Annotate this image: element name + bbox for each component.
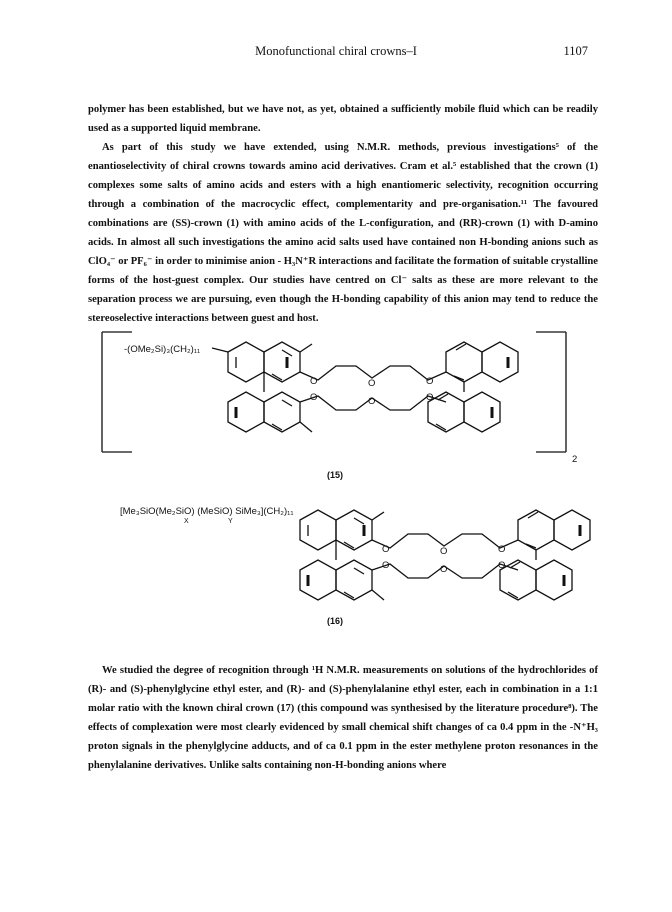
oxygen-label: O <box>498 544 506 555</box>
repeat-subscript: 2 <box>572 454 578 465</box>
running-title: Monofunctional chiral crowns–I <box>255 44 417 58</box>
oxygen-label: O <box>426 392 434 403</box>
oxygen-label: O <box>440 564 448 575</box>
oxygen-label: O <box>368 396 376 407</box>
oxygen-label: O <box>426 376 434 387</box>
oxygen-label: O <box>368 378 376 389</box>
body-text-bottom <box>88 661 598 775</box>
oxygen-label: O <box>310 392 318 403</box>
body-text-top <box>88 100 598 328</box>
binaphthyl-crown-15 <box>212 342 518 432</box>
oxygen-label: O <box>498 560 506 571</box>
paragraph: We studied the degree of recognition through ¹H N.M.R. measurements on solutions of the hydrochlorides of (R)- and (S)-phenylglycine ethyl ester, and (R)- and (S)-phenylalanine ethyl ester, each in combination in a 1:1 molar ratio with the known chiral crown (17) (this compound was synthesised by the literature procedure⁸). The effects of complexation were most clearly evidenced by small chemical shift changes of ca 0.4 ppm in the -N⁺H₃ proton signals in the phenylglycine adducts, and of ca 0.1 ppm in the ester methylene proton resonances in the phenylalanine derivatives. Unlike salts containing non-H-bonding anions where <box>88 665 598 771</box>
oxygen-label: O <box>440 546 448 557</box>
substituent-15-label: -(OMe₂Si)₃(CH₂)₁₁ <box>124 344 201 355</box>
paragraph: As part of this study we have extended, using N.M.R. methods, previous investigations⁵ of the enantioselectivity of chiral crowns towards amino acid derivatives. Cram et al.⁵ established that the crown (1) complexes some salts of amino acids and esters with a high enantiomeric selectivity, recognition occurring through a combination of the macrocyclic effect, complementarity and pre-organisation.¹¹ The favoured combinations are (SS)-crown (1) with amino acids of the L-configuration, and (RR)-crown (1) with D-amino acids. In almost all such investigations the amino acid salts used have contained non H-bonding anions such as ClO₄⁻ or PF₆⁻ in order to minimise anion - H₃N⁺R interactions and facilitate the formation of suitable crystalline forms of the host-guest complex. Our studies have centred on Cl⁻ salts as these are more relevant to the separation process we are pursuing, even though the H-bonding capability of this anion may tend to reduce the stereoselective interactions between guest and host. <box>88 142 598 324</box>
oxygen-label: O <box>310 376 318 387</box>
y-subscript: Y <box>228 518 233 525</box>
substituent-16-label: [Me₃SiO(Me₂SiO) (MeSiO) SiMe₃](CH₂)₁₁ <box>120 506 294 517</box>
binaphthyl-crown-16 <box>300 510 590 600</box>
left-bracket <box>102 332 132 452</box>
right-bracket <box>536 332 566 452</box>
caption-15: (15) <box>327 470 344 480</box>
page-header <box>0 44 672 60</box>
caption-16: (16) <box>327 616 344 626</box>
paragraph: polymer has been established, but we have not, as yet, obtained a sufficiently mobile fluid which can be readily used as a supported liquid membrane. <box>88 104 598 134</box>
oxygen-label: O <box>382 544 390 555</box>
x-subscript: X <box>184 518 189 525</box>
oxygen-label: O <box>382 560 390 571</box>
page-number: 1107 <box>563 44 588 58</box>
